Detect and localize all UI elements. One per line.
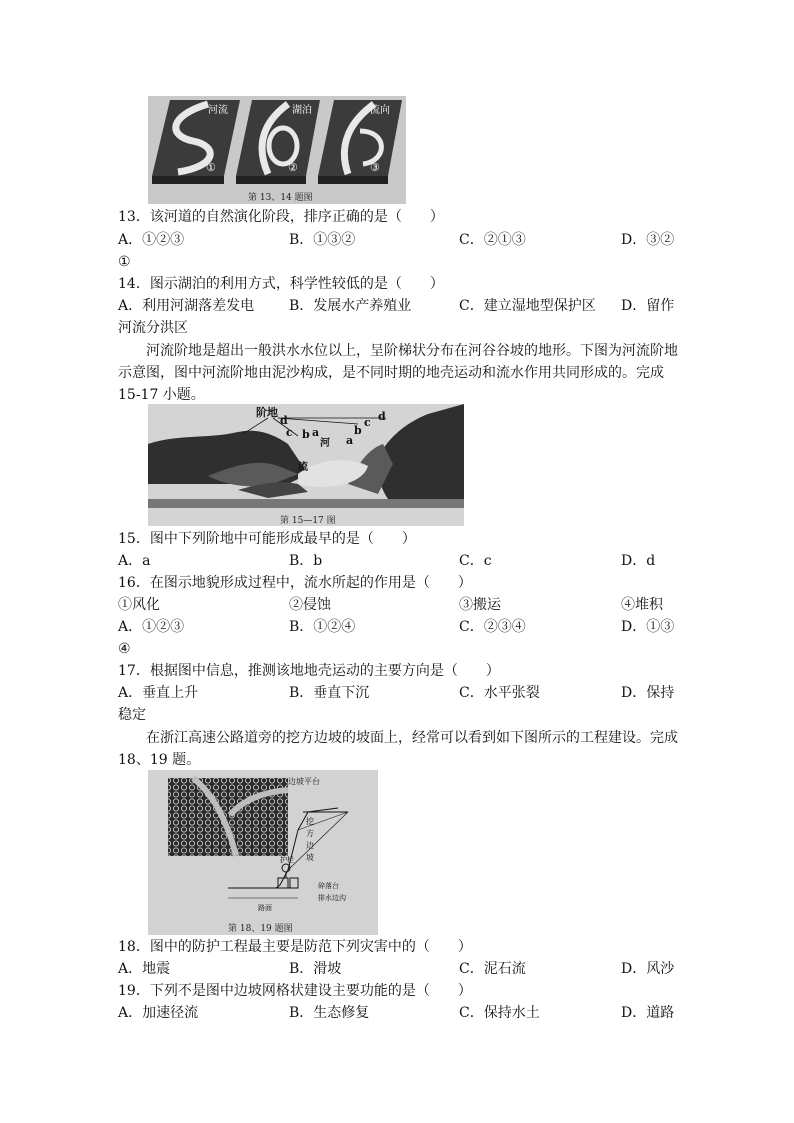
figure-13-14 xyxy=(148,96,406,204)
fig1-number-2: ② xyxy=(288,161,298,174)
q16-stem: 16．在图示地貌形成过程中，流水所起的作用是（ ） xyxy=(118,575,472,591)
q14-option-d-wrap: 河流分洪区 xyxy=(118,320,188,336)
q16-item-1: ①风化 xyxy=(118,597,160,613)
q16-option-b[interactable]: B．①②④ xyxy=(289,619,356,635)
q14-option-d[interactable]: D．留作 xyxy=(621,298,675,314)
q16-item-4: ④堆积 xyxy=(621,597,663,613)
q16-option-a[interactable]: A．①②③ xyxy=(118,619,185,635)
intro-18-19: 在浙江高速公路道旁的挖方边坡的坡面上，经常可以看到如下图所示的工程建设。完成18、19 题。 xyxy=(118,730,678,768)
q13-option-d[interactable]: D．③② xyxy=(621,232,675,248)
fig2-letter-left-c: c xyxy=(286,426,293,439)
q16-item-3: ③搬运 xyxy=(459,597,501,613)
slope-diagram xyxy=(148,770,378,935)
q15-option-d[interactable]: D．d xyxy=(621,553,656,569)
q16-option-d-wrap: ④ xyxy=(118,641,131,657)
fig3-label-slope-4: 坡 xyxy=(306,853,314,862)
fig3-label-guard: 护栏 xyxy=(280,856,294,864)
fig2-terrace-title: 阶地 xyxy=(256,406,278,419)
q17-stem: 17．根据图中信息，推测该地地壳运动的主要方向是（ ） xyxy=(118,663,500,679)
fig2-letter-right-b: b xyxy=(354,424,362,437)
figure-15-17 xyxy=(148,404,464,526)
fig3-label-debris: 碎落台 xyxy=(318,882,339,890)
terrace-diagram xyxy=(148,404,464,526)
q14-option-a[interactable]: A．利用河湖落差发电 xyxy=(118,298,255,314)
fig3-label-slope-3: 边 xyxy=(306,841,314,850)
q13-stem: 13．该河道的自然演化阶段，排序正确的是（ ） xyxy=(118,209,444,225)
fig3-label-ditch: 排水边沟 xyxy=(318,894,346,902)
fig1-caption: 第 13、14 题图 xyxy=(248,193,313,203)
q17-option-d-wrap: 稳定 xyxy=(118,707,146,723)
q18-option-c[interactable]: C．泥石流 xyxy=(459,961,526,977)
q18-stem: 18．图中的防护工程最主要是防范下列灾害中的（ ） xyxy=(118,939,472,955)
fig1-label-flow: 流向 xyxy=(370,105,390,116)
q19-option-b[interactable]: B．生态修复 xyxy=(289,1005,370,1021)
fig3-label-slope-2: 方 xyxy=(306,829,314,838)
fig3-label-road: 路面 xyxy=(258,904,272,912)
fig2-letter-right-c: c xyxy=(364,416,371,429)
fig2-letter-left-a: a xyxy=(312,426,320,439)
fig1-number-1: ① xyxy=(206,161,216,174)
figure-18-19 xyxy=(148,770,378,935)
q18-option-a[interactable]: A．地震 xyxy=(118,961,171,977)
fig3-label-platform: 边坡平台 xyxy=(288,777,320,786)
fig2-letter-left-d: d xyxy=(280,414,288,427)
q15-option-a[interactable]: A．a xyxy=(118,553,151,569)
q18-option-b[interactable]: B．滑坡 xyxy=(289,961,342,977)
fig2-letter-left-b: b xyxy=(302,428,310,441)
intro-15-17: 河流阶地是超出一般洪水水位以上，呈阶梯状分布在河谷谷坡的地形。下图为河流阶地示意图，图中河流阶地由泥沙构成，是不同时期的地壳运动和流水作用共同形成的。完成15-17 小题。 xyxy=(118,343,678,403)
q17-option-d[interactable]: D．保持 xyxy=(621,685,675,701)
q13-option-c[interactable]: C．②①③ xyxy=(459,232,526,248)
q16-option-c[interactable]: C．②③④ xyxy=(459,619,526,635)
fig2-caption: 第 15—17 图 xyxy=(280,516,336,526)
q16-item-2: ②侵蚀 xyxy=(289,597,331,613)
q14-stem: 14．图示湖泊的利用方式，科学性较低的是（ ） xyxy=(118,276,444,292)
q16-option-d[interactable]: D．①③ xyxy=(621,619,675,635)
q19-option-d[interactable]: D．道路 xyxy=(621,1005,675,1021)
fig3-label-slope-1: 挖 xyxy=(306,817,314,826)
q19-option-c[interactable]: C．保持水土 xyxy=(459,1005,540,1021)
fig1-label-river: 河流 xyxy=(208,105,228,116)
fig1-label-lake: 湖泊 xyxy=(292,105,312,116)
q15-option-c[interactable]: C．c xyxy=(459,553,492,569)
q13-option-a[interactable]: A．①②③ xyxy=(118,232,185,248)
fig3-caption: 第 18、19 题图 xyxy=(228,924,293,934)
q18-option-d[interactable]: D．风沙 xyxy=(621,961,675,977)
q17-option-c[interactable]: C．水平张裂 xyxy=(459,685,540,701)
q13-option-b[interactable]: B．①③② xyxy=(289,232,356,248)
q17-option-b[interactable]: B．垂直下沉 xyxy=(289,685,370,701)
q14-option-c[interactable]: C．建立湿地型保护区 xyxy=(459,298,596,314)
q15-option-b[interactable]: B．b xyxy=(289,553,323,569)
fig1-number-3: ③ xyxy=(370,161,380,174)
fig2-letter-right-a: a xyxy=(346,434,354,447)
q13-option-d-wrap: ① xyxy=(118,254,131,270)
fig2-river-char-1: 河 xyxy=(320,438,330,449)
q19-stem: 19．下列不是图中边坡网格状建设主要功能的是（ ） xyxy=(118,983,472,999)
fig2-letter-right-d: d xyxy=(378,410,386,423)
q15-stem: 15．图中下列阶地中可能形成最早的是（ ） xyxy=(118,531,416,547)
q19-option-a[interactable]: A．加速径流 xyxy=(118,1005,199,1021)
q14-option-b[interactable]: B．发展水产养殖业 xyxy=(289,298,412,314)
fig2-river-char-2: 流 xyxy=(298,462,308,473)
q17-option-a[interactable]: A．垂直上升 xyxy=(118,685,199,701)
meander-diagram xyxy=(148,96,406,204)
